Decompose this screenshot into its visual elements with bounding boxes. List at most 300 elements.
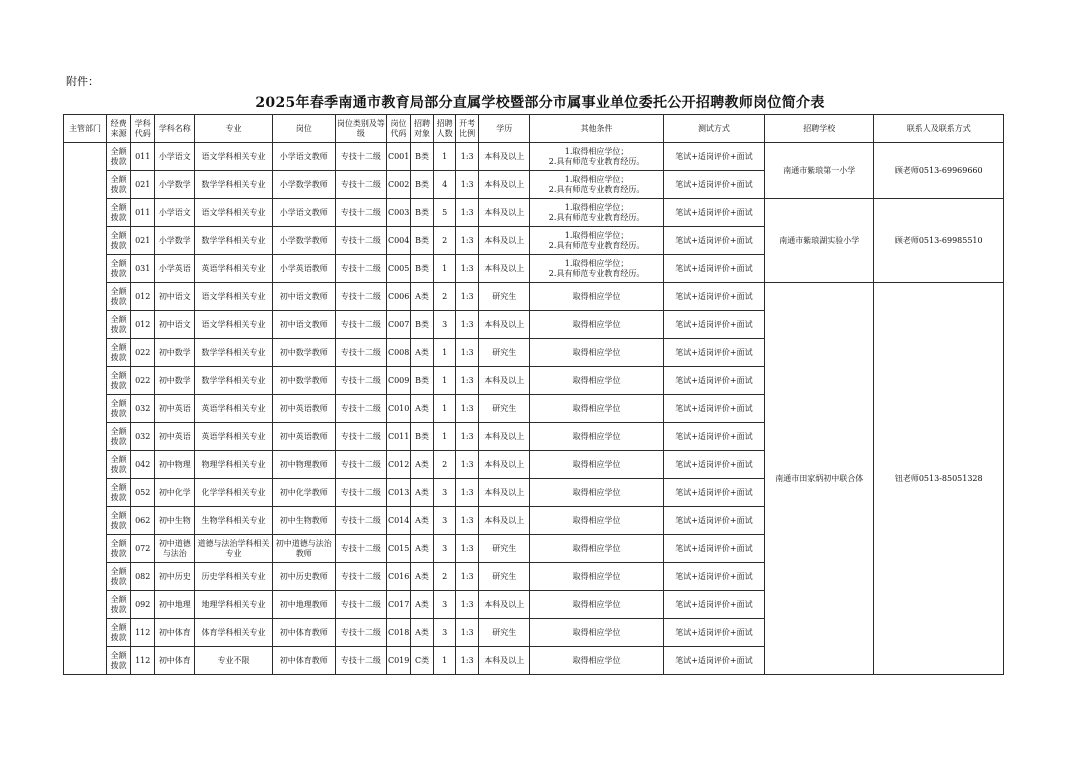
funding-cell: 全额拨款 — [107, 535, 131, 563]
condition-line: 1.取得相应学位； — [564, 174, 629, 184]
target-cell: A类 — [411, 507, 434, 535]
post-cell: 初中英语教师 — [272, 423, 335, 451]
post-code-cell: C012 — [386, 451, 410, 479]
grade-cell: 专技十二级 — [335, 171, 386, 199]
major-cell: 数学学科相关专业 — [195, 171, 272, 199]
post-cell: 初中生物教师 — [272, 507, 335, 535]
condition-line: 取得相应学位 — [572, 599, 621, 609]
post-code-cell: C002 — [386, 171, 410, 199]
education-cell: 研究生 — [479, 563, 530, 591]
subject-name-cell: 初中生物 — [155, 507, 195, 535]
conditions-cell — [530, 283, 663, 311]
funding-cell: 全额拨款 — [107, 395, 131, 423]
subject-code-cell: 031 — [131, 255, 155, 283]
post-code-cell: C007 — [386, 311, 410, 339]
major-cell: 化学学科相关专业 — [195, 479, 272, 507]
funding-cell: 全额拨款 — [107, 563, 131, 591]
subject-code-cell: 052 — [131, 479, 155, 507]
contact-cell: 顾老师0513-69985510 — [874, 199, 1004, 283]
conditions-cell — [530, 507, 663, 535]
condition-line: 取得相应学位 — [572, 487, 621, 497]
header-cell: 学科名称 — [155, 115, 195, 143]
subject-code-cell: 022 — [131, 339, 155, 367]
ratio-cell: 1:3 — [456, 283, 479, 311]
funding-cell: 全额拨款 — [107, 143, 131, 171]
major-cell: 数学学科相关专业 — [195, 339, 272, 367]
post-cell: 初中体育教师 — [272, 619, 335, 647]
condition-line: 取得相应学位 — [572, 431, 621, 441]
test-method-cell: 笔试+适岗评价+面试 — [663, 143, 764, 171]
funding-cell: 全额拨款 — [107, 367, 131, 395]
conditions-cell — [530, 619, 663, 647]
header-cell: 联系人及联系方式 — [874, 115, 1004, 143]
subject-code-cell: 042 — [131, 451, 155, 479]
test-method-cell: 笔试+适岗评价+面试 — [663, 255, 764, 283]
education-cell: 研究生 — [479, 535, 530, 563]
page-title: 2025年春季南通市教育局部分直属学校暨部分市属事业单位委托公开招聘教师岗位简介表 — [255, 95, 825, 111]
post-cell: 初中化学教师 — [272, 479, 335, 507]
subject-code-cell: 092 — [131, 591, 155, 619]
condition-line: 取得相应学位 — [572, 515, 621, 525]
subject-name-cell: 初中体育 — [155, 647, 195, 675]
count-cell: 1 — [434, 339, 456, 367]
major-cell: 历史学科相关专业 — [195, 563, 272, 591]
subject-code-cell: 011 — [131, 143, 155, 171]
table-row — [64, 143, 1004, 171]
count-cell: 1 — [434, 395, 456, 423]
major-cell: 数学学科相关专业 — [195, 367, 272, 395]
table-header-row — [64, 115, 1004, 143]
test-method-cell: 笔试+适岗评价+面试 — [663, 619, 764, 647]
conditions-cell — [530, 451, 663, 479]
funding-cell: 全额拨款 — [107, 199, 131, 227]
count-cell: 3 — [434, 591, 456, 619]
condition-line: 取得相应学位 — [572, 319, 621, 329]
post-code-cell: C018 — [386, 619, 410, 647]
count-cell: 1 — [434, 255, 456, 283]
funding-cell: 全额拨款 — [107, 591, 131, 619]
education-cell: 研究生 — [479, 339, 530, 367]
target-cell: B类 — [411, 367, 434, 395]
test-method-cell: 笔试+适岗评价+面试 — [663, 395, 764, 423]
header-cell: 学历 — [479, 115, 530, 143]
condition-line: 取得相应学位 — [572, 655, 621, 665]
post-code-cell: C004 — [386, 227, 410, 255]
post-code-cell: C016 — [386, 563, 410, 591]
school-cell: 南通市田家炳初中联合体 — [765, 283, 874, 675]
attachment-label: 附件： — [66, 75, 99, 88]
target-cell: A类 — [411, 619, 434, 647]
grade-cell: 专技十二级 — [335, 367, 386, 395]
ratio-cell: 1:3 — [456, 647, 479, 675]
grade-cell: 专技十二级 — [335, 143, 386, 171]
header-cell: 测试方式 — [663, 115, 764, 143]
subject-code-cell: 082 — [131, 563, 155, 591]
subject-name-cell: 初中语文 — [155, 283, 195, 311]
grade-cell: 专技十二级 — [335, 423, 386, 451]
major-cell: 语文学科相关专业 — [195, 283, 272, 311]
count-cell: 1 — [434, 423, 456, 451]
target-cell: B类 — [411, 227, 434, 255]
subject-name-cell: 初中英语 — [155, 423, 195, 451]
school-cell: 南通市紫琅湖实验小学 — [765, 199, 874, 283]
header-cell: 学科代码 — [131, 115, 155, 143]
funding-cell: 全额拨款 — [107, 171, 131, 199]
header-cell: 主管部门 — [64, 115, 107, 143]
target-cell: A类 — [411, 591, 434, 619]
condition-line: 2.具有师范专业教育经历。 — [548, 156, 645, 166]
subject-code-cell: 062 — [131, 507, 155, 535]
ratio-cell: 1:3 — [456, 395, 479, 423]
condition-line: 1.取得相应学位； — [564, 230, 629, 240]
post-cell: 小学数学教师 — [272, 171, 335, 199]
post-code-cell: C009 — [386, 367, 410, 395]
condition-line: 取得相应学位 — [572, 291, 621, 301]
education-cell: 本科及以上 — [479, 479, 530, 507]
subject-code-cell: 032 — [131, 423, 155, 451]
ratio-cell: 1:3 — [456, 563, 479, 591]
grade-cell: 专技十二级 — [335, 199, 386, 227]
target-cell: A类 — [411, 535, 434, 563]
subject-code-cell: 072 — [131, 535, 155, 563]
post-code-cell: C001 — [386, 143, 410, 171]
condition-line: 取得相应学位 — [572, 627, 621, 637]
test-method-cell: 笔试+适岗评价+面试 — [663, 199, 764, 227]
table-row — [64, 283, 1004, 311]
grade-cell: 专技十二级 — [335, 339, 386, 367]
conditions-cell — [530, 339, 663, 367]
target-cell: B类 — [411, 255, 434, 283]
grade-cell: 专技十二级 — [335, 507, 386, 535]
major-cell: 语文学科相关专业 — [195, 311, 272, 339]
ratio-cell: 1:3 — [456, 171, 479, 199]
post-code-cell: C006 — [386, 283, 410, 311]
target-cell: B类 — [411, 171, 434, 199]
subject-code-cell: 032 — [131, 395, 155, 423]
conditions-cell — [530, 255, 663, 283]
grade-cell: 专技十二级 — [335, 591, 386, 619]
count-cell: 1 — [434, 647, 456, 675]
post-cell: 初中地理教师 — [272, 591, 335, 619]
condition-line: 取得相应学位 — [572, 571, 621, 581]
conditions-cell — [530, 591, 663, 619]
funding-cell: 全额拨款 — [107, 647, 131, 675]
funding-cell: 全额拨款 — [107, 479, 131, 507]
count-cell: 3 — [434, 535, 456, 563]
count-cell: 1 — [434, 367, 456, 395]
ratio-cell: 1:3 — [456, 199, 479, 227]
conditions-cell — [530, 143, 663, 171]
subject-code-cell: 012 — [131, 283, 155, 311]
condition-line: 2.具有师范专业教育经历。 — [548, 212, 645, 222]
header-cell: 其他条件 — [530, 115, 663, 143]
funding-cell: 全额拨款 — [107, 423, 131, 451]
major-cell: 物理学科相关专业 — [195, 451, 272, 479]
subject-name-cell: 初中化学 — [155, 479, 195, 507]
education-cell: 本科及以上 — [479, 507, 530, 535]
subject-name-cell: 初中数学 — [155, 367, 195, 395]
test-method-cell: 笔试+适岗评价+面试 — [663, 227, 764, 255]
major-cell: 体育学科相关专业 — [195, 619, 272, 647]
count-cell: 2 — [434, 283, 456, 311]
ratio-cell: 1:3 — [456, 479, 479, 507]
recruitment-table — [63, 114, 1004, 675]
count-cell: 3 — [434, 311, 456, 339]
condition-line: 2.具有师范专业教育经历。 — [548, 240, 645, 250]
test-method-cell: 笔试+适岗评价+面试 — [663, 171, 764, 199]
contact-cell: 钮老师0513-85051328 — [874, 283, 1004, 675]
ratio-cell: 1:3 — [456, 227, 479, 255]
ratio-cell: 1:3 — [456, 255, 479, 283]
post-cell: 小学数学教师 — [272, 227, 335, 255]
education-cell: 研究生 — [479, 395, 530, 423]
subject-name-cell: 初中历史 — [155, 563, 195, 591]
contact-cell: 顾老师0513-69969660 — [874, 143, 1004, 199]
count-cell: 3 — [434, 619, 456, 647]
post-cell: 小学语文教师 — [272, 199, 335, 227]
subject-name-cell: 小学语文 — [155, 143, 195, 171]
education-cell: 本科及以上 — [479, 591, 530, 619]
table-body — [64, 143, 1004, 675]
ratio-cell: 1:3 — [456, 507, 479, 535]
condition-line: 1.取得相应学位； — [564, 202, 629, 212]
major-cell: 英语学科相关专业 — [195, 255, 272, 283]
funding-cell: 全额拨款 — [107, 339, 131, 367]
post-cell: 小学英语教师 — [272, 255, 335, 283]
subject-name-cell: 初中物理 — [155, 451, 195, 479]
test-method-cell: 笔试+适岗评价+面试 — [663, 451, 764, 479]
grade-cell: 专技十二级 — [335, 255, 386, 283]
conditions-cell — [530, 311, 663, 339]
conditions-cell — [530, 367, 663, 395]
ratio-cell: 1:3 — [456, 535, 479, 563]
post-cell: 初中物理教师 — [272, 451, 335, 479]
post-cell: 初中语文教师 — [272, 311, 335, 339]
test-method-cell: 笔试+适岗评价+面试 — [663, 591, 764, 619]
ratio-cell: 1:3 — [456, 311, 479, 339]
header-cell: 岗位 — [272, 115, 335, 143]
subject-name-cell: 小学英语 — [155, 255, 195, 283]
education-cell: 本科及以上 — [479, 423, 530, 451]
school-cell: 南通市紫琅第一小学 — [765, 143, 874, 199]
education-cell: 本科及以上 — [479, 199, 530, 227]
conditions-cell — [530, 563, 663, 591]
count-cell: 1 — [434, 143, 456, 171]
target-cell: A类 — [411, 451, 434, 479]
ratio-cell: 1:3 — [456, 367, 479, 395]
subject-name-cell: 小学数学 — [155, 171, 195, 199]
ratio-cell: 1:3 — [456, 339, 479, 367]
condition-line: 取得相应学位 — [572, 403, 621, 413]
post-code-cell: C003 — [386, 199, 410, 227]
target-cell: A类 — [411, 339, 434, 367]
target-cell: A类 — [411, 479, 434, 507]
conditions-cell — [530, 647, 663, 675]
funding-cell: 全额拨款 — [107, 227, 131, 255]
post-code-cell: C011 — [386, 423, 410, 451]
subject-name-cell: 初中体育 — [155, 619, 195, 647]
conditions-cell — [530, 535, 663, 563]
subject-name-cell: 初中道德与法治 — [155, 535, 195, 563]
header-cell: 开考比例 — [456, 115, 479, 143]
header-cell: 招聘人数 — [434, 115, 456, 143]
subject-code-cell: 021 — [131, 227, 155, 255]
test-method-cell: 笔试+适岗评价+面试 — [663, 367, 764, 395]
post-code-cell: C008 — [386, 339, 410, 367]
test-method-cell: 笔试+适岗评价+面试 — [663, 423, 764, 451]
post-cell: 初中语文教师 — [272, 283, 335, 311]
header-cell: 招聘对象 — [411, 115, 434, 143]
grade-cell: 专技十二级 — [335, 479, 386, 507]
condition-line: 2.具有师范专业教育经历。 — [548, 268, 645, 278]
grade-cell: 专技十二级 — [335, 311, 386, 339]
target-cell: A类 — [411, 395, 434, 423]
education-cell: 本科及以上 — [479, 451, 530, 479]
header-cell: 岗位类别及等级 — [335, 115, 386, 143]
ratio-cell: 1:3 — [456, 143, 479, 171]
education-cell: 研究生 — [479, 283, 530, 311]
ratio-cell: 1:3 — [456, 423, 479, 451]
conditions-cell — [530, 479, 663, 507]
grade-cell: 专技十二级 — [335, 535, 386, 563]
condition-line: 取得相应学位 — [572, 459, 621, 469]
grade-cell: 专技十二级 — [335, 227, 386, 255]
test-method-cell: 笔试+适岗评价+面试 — [663, 507, 764, 535]
table-row — [64, 199, 1004, 227]
header-cell: 专业 — [195, 115, 272, 143]
education-cell: 本科及以上 — [479, 143, 530, 171]
conditions-cell — [530, 171, 663, 199]
condition-line: 1.取得相应学位； — [564, 146, 629, 156]
education-cell: 本科及以上 — [479, 367, 530, 395]
funding-cell: 全额拨款 — [107, 255, 131, 283]
subject-code-cell: 012 — [131, 311, 155, 339]
post-code-cell: C015 — [386, 535, 410, 563]
conditions-cell — [530, 395, 663, 423]
funding-cell: 全额拨款 — [107, 507, 131, 535]
subject-code-cell: 112 — [131, 619, 155, 647]
header-cell: 岗位代码 — [386, 115, 410, 143]
condition-line: 取得相应学位 — [572, 375, 621, 385]
target-cell: A类 — [411, 563, 434, 591]
conditions-cell — [530, 227, 663, 255]
education-cell: 本科及以上 — [479, 255, 530, 283]
count-cell: 5 — [434, 199, 456, 227]
header-cell: 招聘学校 — [765, 115, 874, 143]
major-cell: 专业不限 — [195, 647, 272, 675]
subject-name-cell: 小学语文 — [155, 199, 195, 227]
test-method-cell: 笔试+适岗评价+面试 — [663, 563, 764, 591]
test-method-cell: 笔试+适岗评价+面试 — [663, 339, 764, 367]
education-cell: 本科及以上 — [479, 311, 530, 339]
post-cell: 初中体育教师 — [272, 647, 335, 675]
ratio-cell: 1:3 — [456, 451, 479, 479]
subject-name-cell: 小学数学 — [155, 227, 195, 255]
subject-name-cell: 初中英语 — [155, 395, 195, 423]
post-code-cell: C014 — [386, 507, 410, 535]
post-cell: 小学语文教师 — [272, 143, 335, 171]
major-cell: 地理学科相关专业 — [195, 591, 272, 619]
subject-code-cell: 112 — [131, 647, 155, 675]
conditions-cell — [530, 423, 663, 451]
post-cell: 初中历史教师 — [272, 563, 335, 591]
condition-line: 取得相应学位 — [572, 543, 621, 553]
major-cell: 生物学科相关专业 — [195, 507, 272, 535]
ratio-cell: 1:3 — [456, 619, 479, 647]
count-cell: 3 — [434, 479, 456, 507]
target-cell: B类 — [411, 143, 434, 171]
target-cell: B类 — [411, 311, 434, 339]
target-cell: B类 — [411, 423, 434, 451]
subject-code-cell: 011 — [131, 199, 155, 227]
post-code-cell: C005 — [386, 255, 410, 283]
major-cell: 道德与法治学科相关专业 — [195, 535, 272, 563]
target-cell: A类 — [411, 283, 434, 311]
count-cell: 2 — [434, 563, 456, 591]
header-cell: 经费来源 — [107, 115, 131, 143]
count-cell: 3 — [434, 507, 456, 535]
post-code-cell: C010 — [386, 395, 410, 423]
major-cell: 数学学科相关专业 — [195, 227, 272, 255]
condition-line: 取得相应学位 — [572, 347, 621, 357]
subject-name-cell: 初中数学 — [155, 339, 195, 367]
count-cell: 4 — [434, 171, 456, 199]
count-cell: 2 — [434, 227, 456, 255]
major-cell: 英语学科相关专业 — [195, 395, 272, 423]
count-cell: 2 — [434, 451, 456, 479]
grade-cell: 专技十二级 — [335, 451, 386, 479]
post-code-cell: C019 — [386, 647, 410, 675]
target-cell: C类 — [411, 647, 434, 675]
post-code-cell: C013 — [386, 479, 410, 507]
post-cell: 初中道德与法治教师 — [272, 535, 335, 563]
funding-cell: 全额拨款 — [107, 283, 131, 311]
condition-line: 1.取得相应学位； — [564, 258, 629, 268]
condition-line: 2.具有师范专业教育经历。 — [548, 184, 645, 194]
post-cell: 初中数学教师 — [272, 367, 335, 395]
funding-cell: 全额拨款 — [107, 619, 131, 647]
grade-cell: 专技十二级 — [335, 283, 386, 311]
funding-cell: 全额拨款 — [107, 311, 131, 339]
conditions-cell — [530, 199, 663, 227]
grade-cell: 专技十二级 — [335, 395, 386, 423]
subject-name-cell: 初中地理 — [155, 591, 195, 619]
subject-name-cell: 初中语文 — [155, 311, 195, 339]
grade-cell: 专技十二级 — [335, 563, 386, 591]
test-method-cell: 笔试+适岗评价+面试 — [663, 311, 764, 339]
education-cell: 本科及以上 — [479, 171, 530, 199]
education-cell: 本科及以上 — [479, 227, 530, 255]
test-method-cell: 笔试+适岗评价+面试 — [663, 647, 764, 675]
department-cell — [64, 143, 107, 675]
post-cell: 初中数学教师 — [272, 339, 335, 367]
grade-cell: 专技十二级 — [335, 647, 386, 675]
major-cell: 英语学科相关专业 — [195, 423, 272, 451]
post-code-cell: C017 — [386, 591, 410, 619]
education-cell: 研究生 — [479, 619, 530, 647]
test-method-cell: 笔试+适岗评价+面试 — [663, 479, 764, 507]
subject-code-cell: 021 — [131, 171, 155, 199]
major-cell: 语文学科相关专业 — [195, 199, 272, 227]
major-cell: 语文学科相关专业 — [195, 143, 272, 171]
target-cell: B类 — [411, 199, 434, 227]
grade-cell: 专技十二级 — [335, 619, 386, 647]
ratio-cell: 1:3 — [456, 591, 479, 619]
post-cell: 初中英语教师 — [272, 395, 335, 423]
test-method-cell: 笔试+适岗评价+面试 — [663, 283, 764, 311]
test-method-cell: 笔试+适岗评价+面试 — [663, 535, 764, 563]
subject-code-cell: 022 — [131, 367, 155, 395]
